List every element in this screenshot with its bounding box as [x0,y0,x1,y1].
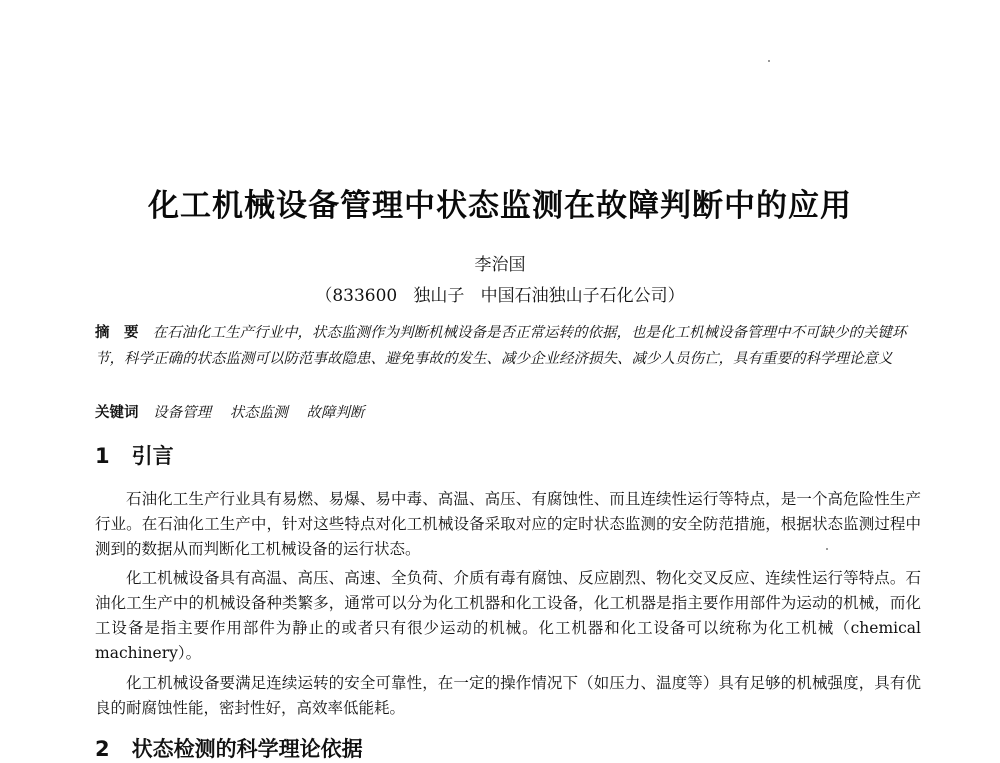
body-paragraph: 石油化工生产行业具有易燃、易爆、易中毒、高温、高压、有腐蚀性、而且连续性运行等特点，是一个高危险性生产行业。在石油化工生产中，针对这些特点对化工机械设备采取对应的定时状态监测的安全防范措施，根据状态监测过程中测到的数据从而判断化工机械设备的运行状态。 [95,490,921,558]
keyword-item: 设备管理 [153,405,212,421]
section-heading [95,733,363,763]
keywords-label: 关键词 [95,405,139,421]
section-heading [95,440,174,470]
section-title: 状态检测的科学理论依据 [131,737,363,761]
section-number: 2 [95,737,110,761]
abstract-text: 在石油化工生产行业中，状态监测作为判断机械设备是否正常运转的依据，也是化工机械设备管理中不可缺少的关键环节，科学正确的状态监测可以防范事故隐患、避免事故的发生、减少企业经济损失、减少人员伤亡，具有重要的科学理论意义 [95,325,907,367]
keyword-item: 故障判断 [306,405,365,421]
abstract [95,320,923,372]
paper-title: 化工机械设备管理中状态监测在故障判断中的应用 [148,188,852,224]
keyword-item: 状态监测 [229,405,288,421]
author-name: 李治国 [474,255,526,275]
section-number: 1 [95,444,110,468]
section-title: 引言 [131,444,174,468]
abstract-label: 摘 要 [95,325,139,341]
body-paragraph: 化工机械设备具有高温、高压、高速、全负荷、介质有毒有腐蚀、反应剧烈、物化交叉反应、连续性运行等特点。石油化工生产中的机械设备种类繁多，通常可以分为化工机器和化工设备，化工机器是指主要作用部件为运动的机械，而化工设备是指主要作用部件为静止的或者只有很少运动的机械。化工机器和化工设备可以统称为化工机械（chemical machinery）。 [95,569,921,662]
body-paragraph: 化工机械设备要满足连续运转的安全可靠性，在一定的操作情况下（如压力、温度等）具有足够的机械强度，具有优良的耐腐蚀性能，密封性好，高效率低能耗。 [95,674,921,717]
keywords [95,400,923,426]
scan-speck [768,60,770,62]
author-affiliation: （833600 独山子 中国石油独山子石化公司） [315,286,685,306]
scan-speck [826,548,828,550]
